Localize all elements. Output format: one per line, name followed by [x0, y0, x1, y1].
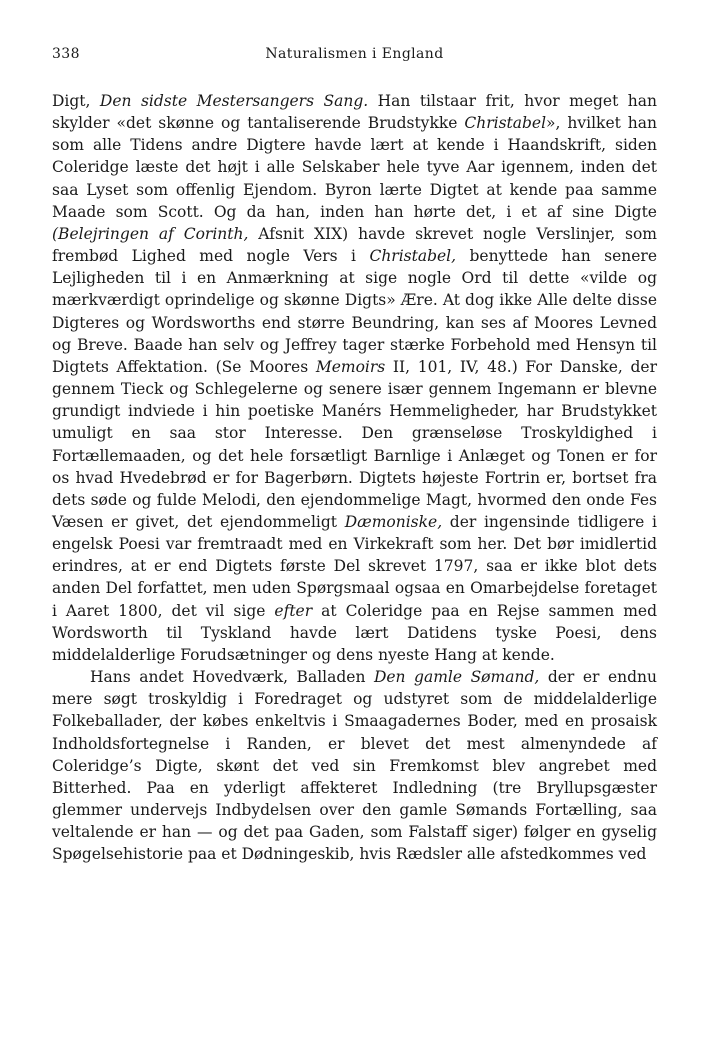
text-run: Digt,	[52, 92, 100, 110]
italic-text: Christabel,	[369, 247, 457, 266]
italic-text: Memoirs	[315, 357, 386, 376]
page-number: 338	[52, 46, 80, 62]
italic-text: Christabel	[464, 114, 547, 133]
book-page	[52, 46, 657, 865]
paragraph	[52, 90, 657, 666]
text-run: II, 101, IV, 48.) For Danske, der gennem Tieck og Schlegelerne og senere især gennem Ingemann er blevne grundigt indviede i hin poetiske Manérs Hemmeligheder, har Brudstykket umuligt en saa stor Interesse. Den grænseløse Troskyldighed i Fortællemaaden, og det hele forsætligt Barnlige i Anlæget og Tonen er for os hvad Hvedebrød er for Bagerbørn. Digtets højeste Fortrin er, bortset fra dets søde og fulde Melodi, den ejendommelige Magt, hvormed den onde Fes Væsen er givet, det ejendommeligt	[52, 357, 657, 531]
text-run: at Coleridge paa en Rejse sammen med Wordsworth til Tyskland havde lært Datidens tyske Poesi, dens middelalderlige Forudsætninger og dens nyeste Hang at kende.	[52, 601, 658, 664]
italic-text: Den sidste Mestersangers Sang.	[99, 92, 369, 110]
text-run: Afsnit XIX) havde skrevet nogle Verslinjer, som frembød Lighed med nogle Vers i	[52, 224, 658, 266]
running-head	[52, 46, 657, 70]
body-text	[52, 90, 657, 865]
text-run: benyttede han senere Lejligheden til i en Anmærkning at sige nogle Ord til dette «vilde og mærkværdigt oprindelige og skønne Digts» Ære. At dog ikke Alle delte disse Digteres og Wordsworths end større Beundring, kan ses af Moores Levned og Breve. Baade han selv og Jeffrey tager stærke Forbehold med Hensyn til Digtets Affektation. (Se Moores	[52, 247, 657, 376]
text-run: der ingensinde tidligere i engelsk Poesi var fremtraadt med en Virkekraft som her. Det bør imidlertid erindres, at er end Digtets første Del skrevet 1797, saa er ikke blot dets anden Del forfattet, men uden Spørgsmaal ogsaa en Omarbejdelse foretaget i Aaret 1800, det vil sige	[52, 512, 657, 620]
italic-text: efter	[274, 601, 313, 620]
italic-text: Dæmoniske,	[344, 512, 443, 531]
running-title: Naturalismen i England	[265, 46, 444, 62]
paragraph	[52, 666, 657, 865]
text-run: der er endnu mere søgt troskyldig i Foredraget og udstyret som de middelalderlige Folkeballader, der købes enkeltvis i Smaagadernes Boder, med en prosaisk Indholdsfortegnelse i Randen, er blevet det mest almenyndede af Coleridge’s Digte, skønt det ved sin Fremkomst blev angrebet med Bitterhed. Paa en yderligt affekteret Indledning (tre Bryllupsgæster glemmer undervejs Indbydelsen over den gamle Sømands Fortælling, saa veltalende er han — og det paa Gaden, som Falstaff siger) følger en gyselig Spøgelsehistorie paa et Dødningeskib, hvis Rædsler alle afstedkommes ved	[52, 668, 657, 864]
text-run: Han tilstaar frit, hvor meget han skylder «det skønne og tantaliserende Brudstykke	[52, 92, 657, 133]
italic-text: Den gamle Sømand,	[373, 668, 540, 687]
text-run: Hans andet Hovedværk, Balladen	[90, 668, 374, 687]
text-run: », hvilket han som alle Tidens andre Digtere havde lært at kende i Haandskrift, siden Coleridge læste det højt i alle Selskaber hele tyve Aar igennem, inden det saa Lyset som offenlig Ejendom. Byron lærte Digtet at kende paa samme Maade som Scott. Og da han, inden han hørte det, i et af sine Digte	[52, 114, 658, 221]
italic-text: (Belejringen af Corinth,	[52, 224, 249, 243]
